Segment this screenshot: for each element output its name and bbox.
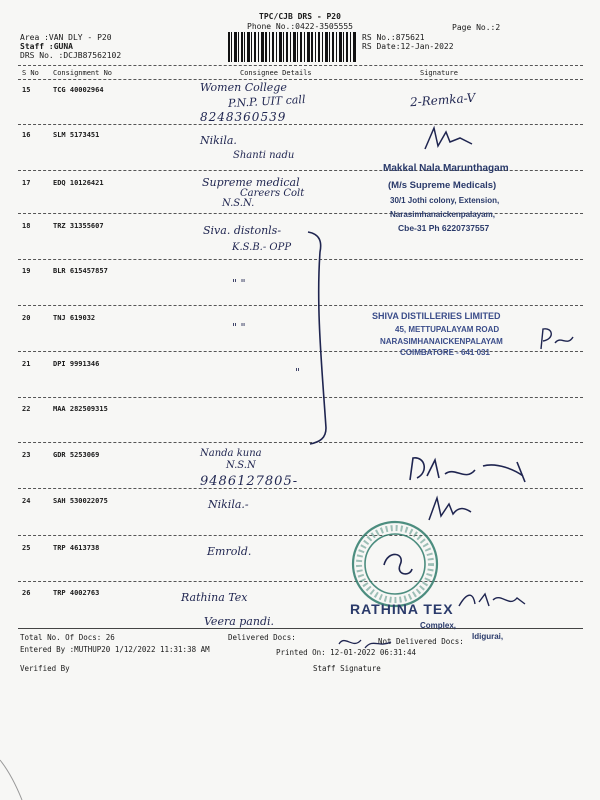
row-consignment: TCG 40002964 (53, 86, 104, 94)
scan-edge (0, 700, 40, 800)
row-sno: 25 (22, 544, 31, 552)
stamp-shiva-line2: 45, METTUPALAYAM ROAD (395, 325, 500, 334)
row-divider (18, 581, 583, 582)
stamp-supreme-line2: (M/s Supreme Medicals) (388, 180, 497, 191)
handwritten-consignee: Emrold. (207, 545, 252, 558)
col-signature: Signature (420, 69, 458, 77)
handwritten-consignee: Nikila. (200, 134, 237, 147)
handwritten-consignee: Siva. distonls- (203, 224, 282, 237)
area: Area :VAN DLY - P20 (20, 33, 112, 42)
row-sno: 18 (22, 222, 31, 230)
stamp-shiva-line3: NARASIMHANAICKENPALAYAM (380, 337, 503, 346)
row-sno: 23 (22, 451, 31, 459)
not-delivered-docs: Not Delivered Docs: (378, 637, 464, 646)
delivered-docs: Delivered Docs: (228, 633, 296, 642)
round-seal (350, 519, 440, 609)
signature-scribble (405, 452, 535, 488)
stamp-rathina-line2: Complex, (420, 621, 457, 630)
row-sno: 22 (22, 405, 31, 413)
row-sno: 26 (22, 589, 31, 597)
row-consignment: DPI 9991346 (53, 360, 100, 368)
signature-scribble (455, 588, 530, 612)
handwritten-signature: 2-Remka-V (409, 90, 476, 110)
stamp-supreme-line3: 30/1 Jothi colony, Extension, (390, 196, 500, 205)
row-consignment: BLR 615457857 (53, 267, 108, 275)
drs-number: DRS No. :DCJB87562102 (20, 51, 122, 60)
stamp-supreme-line1: Makkal Nala Marunthagam (383, 163, 509, 174)
page-number: Page No.:2 (452, 23, 501, 32)
handwritten-consignee: N.S.N. (222, 198, 255, 209)
row-consignment: SAH 530022075 (53, 497, 108, 505)
barcode (228, 32, 356, 62)
row-consignment: MAA 282509315 (53, 405, 108, 413)
row-consignment: TRZ 31355607 (53, 222, 104, 230)
handwritten-consignee: Rathina Tex (181, 591, 248, 604)
handwritten-consignee: Veera pandi. (204, 615, 275, 628)
stamp-rathina-line3: Idigurai, (472, 632, 504, 641)
handwritten-consignee: Supreme medical (202, 176, 300, 189)
rs-number: RS No.:875621 (362, 33, 425, 42)
bracket-line (300, 228, 340, 448)
printed-on: Printed On: 12-01-2022 06:31:44 (276, 648, 416, 657)
row-divider (18, 213, 583, 214)
handwritten-ditto: " " (232, 277, 246, 290)
staff: Staff :GUNA (20, 42, 73, 51)
handwritten-phone: 8248360539 (200, 110, 287, 124)
row-sno: 19 (22, 267, 31, 275)
handwritten-consignee: Nanda kuna (200, 448, 262, 459)
col-consignee: Consignee Details (240, 69, 312, 77)
handwritten-consignee: Women College (200, 81, 287, 94)
phone-number: Phone No.:0422-3505555 (247, 22, 353, 31)
signature-scribble (335, 630, 395, 654)
row-sno: 20 (22, 314, 31, 322)
entered-by: Entered By :MUTHUP20 1/12/2022 11:31:38 AM (20, 645, 210, 654)
header-rule-bottom (18, 79, 583, 80)
handwritten-consignee: P.N.P. UIT call (227, 92, 306, 111)
stamp-supreme-line5: Cbe-31 Ph 6220737557 (398, 223, 490, 233)
row-sno: 24 (22, 497, 31, 505)
row-consignment: GDR 5253069 (53, 451, 100, 459)
row-consignment: TRP 4613738 (53, 544, 100, 552)
handwritten-phone: 9486127805- (200, 474, 299, 489)
row-sno: 17 (22, 179, 31, 187)
handwritten-ditto: " (295, 366, 301, 379)
stamp-shiva-line1: SHIVA DISTILLERIES LIMITED (372, 311, 501, 321)
handwritten-consignee: Shanti nadu (233, 150, 295, 161)
row-sno: 21 (22, 360, 31, 368)
handwritten-consignee: N.S.N (226, 460, 256, 471)
stamp-supreme-line4: Narasimhanaickenpalayam, (390, 210, 495, 219)
row-divider (18, 535, 583, 536)
total-docs: Total No. Of Docs: 26 (20, 633, 115, 642)
row-consignment: TNJ 619032 (53, 314, 96, 322)
handwritten-consignee: Nikila.- (208, 498, 249, 511)
rs-date: RS Date:12-Jan-2022 (362, 42, 454, 51)
header-rule-top (18, 65, 583, 66)
row-consignment: EDQ 10126421 (53, 179, 104, 187)
stamp-rathina-line1: RATHINA TEX (350, 601, 454, 617)
row-consignment: TRP 4002763 (53, 589, 100, 597)
row-divider (18, 124, 583, 125)
row-divider (18, 488, 583, 489)
row-consignment: SLM 5173451 (53, 131, 100, 139)
row-sno: 15 (22, 86, 31, 94)
handwritten-ditto: " " (232, 321, 246, 334)
signature-scribble (420, 124, 480, 154)
col-sno: S No (22, 69, 39, 77)
stamp-shiva-line4: COIMBATORE - 641 031 (400, 348, 490, 357)
row-sno: 16 (22, 131, 31, 139)
staff-signature: Staff Signature (313, 664, 381, 673)
table-bottom-rule (18, 628, 583, 629)
verified-by: Verified By (20, 664, 70, 673)
handwritten-consignee: Careers Colt (240, 188, 305, 199)
signature-scribble (537, 323, 577, 353)
sheet-title: TPC/CJB DRS - P20 (259, 12, 341, 21)
handwritten-consignee: K.S.B.- OPP (232, 242, 292, 253)
col-consignment: Consignment No (53, 69, 113, 77)
